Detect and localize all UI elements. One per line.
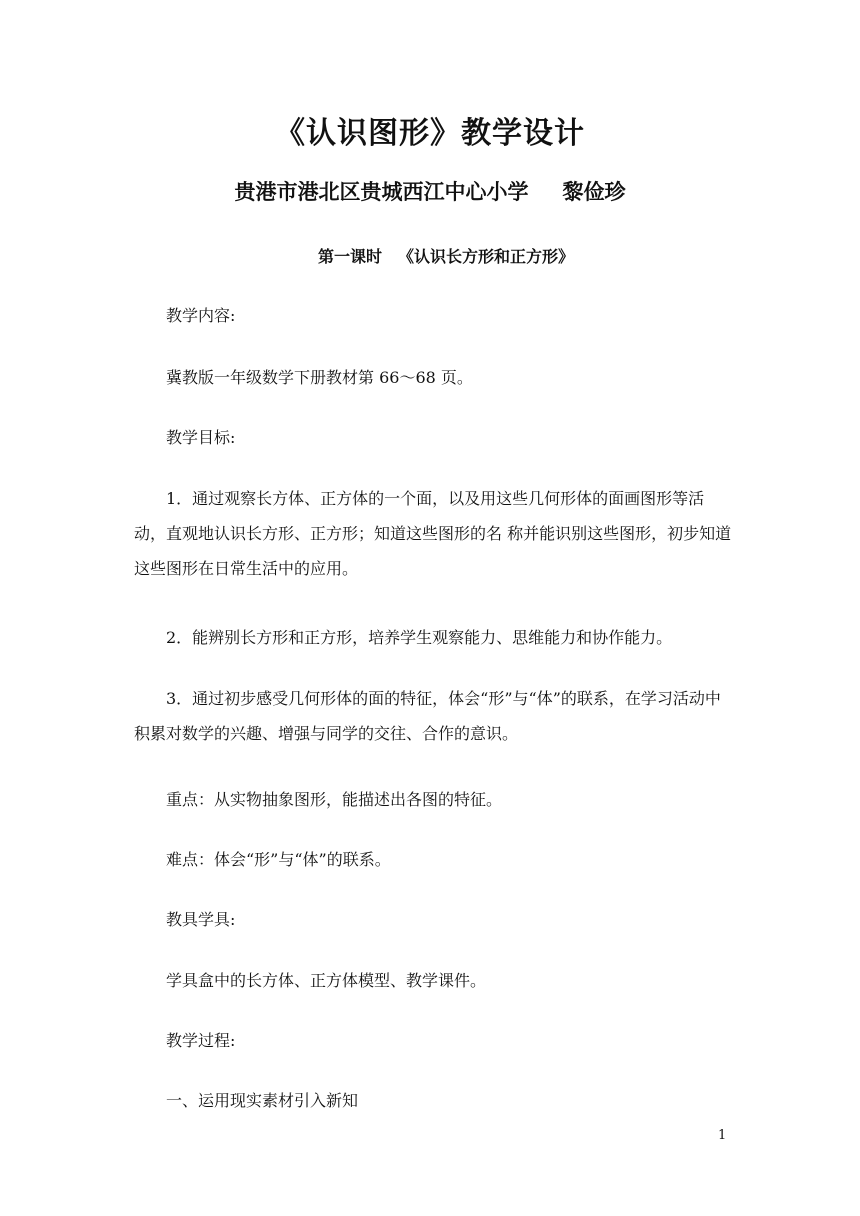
lesson-topic: 《认识长方形和正方形》 [398,247,575,266]
paragraph-key-point: 重点：从实物抽象图形，能描述出各图的特征。 [166,790,503,809]
author-line [0,176,860,206]
objective-item-3: 3．通过初步感受几何形体的面的特征，体会“形”与“体”的联系，在学习活动中积累对数学的兴趣、增强与同学的交往、合作的意识。 [134,689,721,743]
section-label-teaching-aids: 教具学具: [166,910,236,929]
document-title: 《认识图形》教学设计 [275,116,585,151]
paragraph-difficulty: 难点：体会“形”与“体”的联系。 [166,850,391,869]
objective-item-1: 1．通过观察长方体、正方体的一个面，以及用这些几何形体的面画图形等活动，直观地认识长方形、正方形；知道这些图形的名 称并能识别这些图形，初步知道这些图形在日常生活中的应用。 [134,489,732,578]
section-label-objectives: 教学目标: [166,428,236,447]
paragraph-textbook-pages: 冀教版一年级数学下册教材第 66～68 页。 [166,368,473,387]
section-label-content: 教学内容: [166,306,236,325]
objective-item-2: 2．能辨别长方形和正方形，培养学生观察能力、思维能力和协作能力。 [166,628,673,647]
lesson-period: 第一课时 [317,247,382,266]
lesson-heading [0,244,860,267]
paragraph-teaching-aids: 学具盒中的长方体、正方体模型、教学课件。 [166,971,487,990]
school-name: 贵港市港北区贵城西江中心小学 [234,180,529,204]
process-step-1: 一、运用现实素材引入新知 [166,1091,359,1110]
page-number: 1 [718,1128,727,1143]
section-label-process: 教学过程: [166,1031,236,1050]
author-name: 黎俭珍 [562,180,626,204]
